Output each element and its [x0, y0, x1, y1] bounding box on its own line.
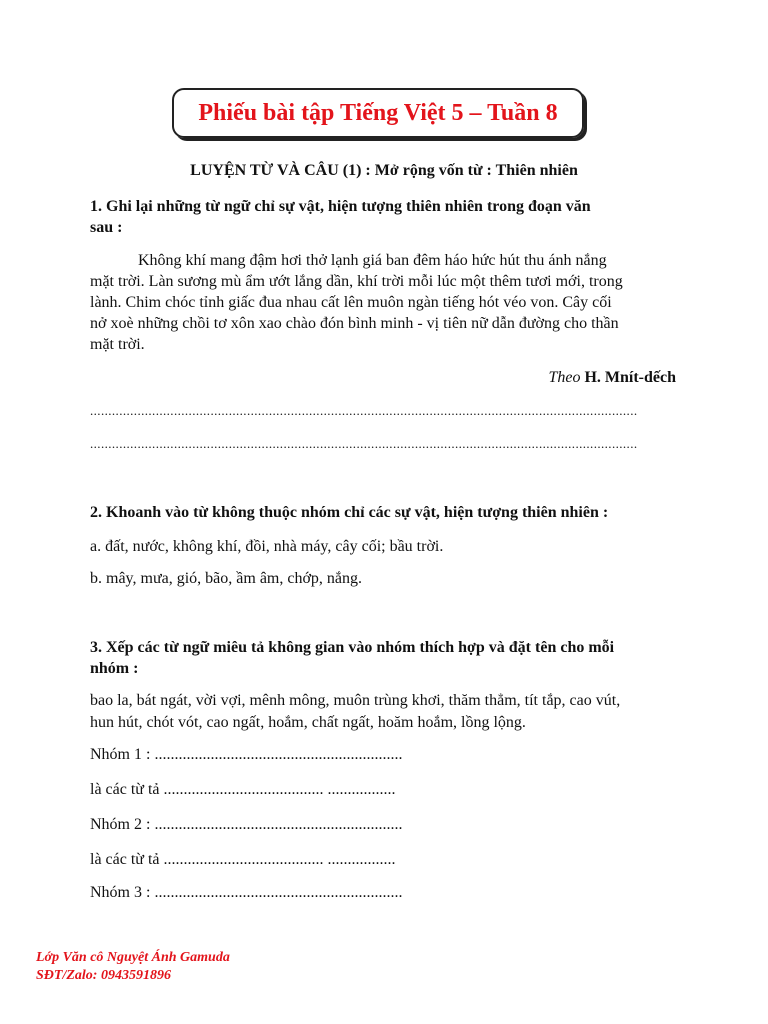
group-2-desc-line[interactable]: là các từ tả ........................................ ................. — [90, 851, 396, 868]
lesson-subtitle-rest: : Mở rộng vốn từ : Thiên nhiên — [361, 162, 578, 179]
passage-line: mặt trời. — [90, 336, 145, 353]
footer-contact: SĐT/Zalo: 0943591896 — [36, 968, 171, 983]
passage-source — [548, 369, 676, 387]
group-2-line[interactable]: Nhóm 2 : .............................................................. — [90, 816, 403, 833]
footer-class-name: Lớp Văn cô Nguyệt Ánh Gamuda — [36, 950, 230, 965]
q1-passage — [90, 250, 680, 355]
group-3-line[interactable]: Nhóm 3 : .............................................................. — [90, 884, 403, 901]
q2-option-b: b. mây, mưa, gió, bão, ầm âm, chớp, nắng. — [90, 570, 363, 587]
q1-heading-line1: 1. Ghi lại những từ ngữ chỉ sự vật, hiện tượng thiên nhiên trong đoạn văn — [90, 198, 591, 215]
group-1-line[interactable]: Nhóm 1 : .............................................................. — [90, 746, 403, 763]
passage-line: nở xoè những chồi tơ xôn xao chào đón bình minh - vị tiên nữ dẫn đường cho thần — [90, 315, 619, 332]
answer-line-1[interactable]: ...................................................................................................................................................... — [90, 403, 638, 418]
passage-line: lành. Chim chóc tỉnh giấc đua nhau cất lên muôn ngàn tiếng hót véo von. Cây cối — [90, 294, 612, 311]
source-author: H. Mnít-dếch — [584, 369, 676, 386]
source-prefix: Theo — [548, 369, 581, 386]
q3-heading-line1: 3. Xếp các từ ngữ miêu tả không gian vào nhóm thích hợp và đặt tên cho mỗi — [90, 639, 615, 656]
passage-line: mặt trời. Làn sương mù ẩm ướt lắng dần, khí trời mỗi lúc một thêm tươi mới, trong — [90, 273, 623, 290]
title-box — [172, 88, 584, 138]
q3-words-line1: bao la, bát ngát, vời vợi, mênh mông, muôn trùng khơi, thăm thẳm, tít tắp, cao vút, — [90, 692, 621, 709]
q2-heading: 2. Khoanh vào từ không thuộc nhóm chỉ các sự vật, hiện tượng thiên nhiên : — [90, 504, 609, 521]
q3-heading-line2: nhóm : — [90, 660, 139, 677]
group-1-desc-line[interactable]: là các từ tả ........................................ ................. — [90, 781, 396, 798]
lesson-subtitle — [0, 162, 768, 180]
q2-option-a: a. đất, nước, không khí, đồi, nhà máy, cây cối; bầu trời. — [90, 538, 444, 555]
lesson-subtitle-bold: LUYỆN TỪ VÀ CÂU (1) — [190, 162, 362, 179]
q1-heading-line2: sau : — [90, 219, 123, 236]
q3-words-line2: hun hút, chót vót, cao ngất, hoắm, chất ngất, hoăm hoắm, lồng lộng. — [90, 714, 526, 731]
answer-line-2[interactable]: ...................................................................................................................................................... — [90, 436, 638, 451]
passage-line: Không khí mang đậm hơi thở lạnh giá ban đêm háo hức hút thu ánh nắng — [138, 252, 607, 269]
page-title: Phiếu bài tập Tiếng Việt 5 – Tuần 8 — [198, 99, 558, 126]
